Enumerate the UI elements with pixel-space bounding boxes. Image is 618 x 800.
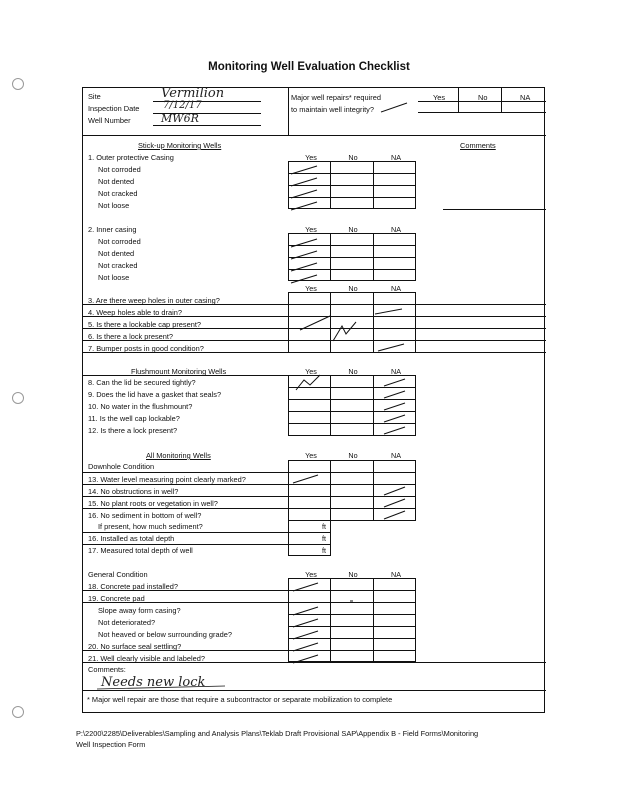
ft-unit: ft [322,546,326,555]
col-no: No [348,451,358,460]
comment-underline [97,686,225,689]
check-mark [293,607,318,615]
check-mark [296,375,320,390]
downhole-question: 14. No obstructions in well? [88,487,179,496]
col-na: NA [391,451,401,460]
footnote: * Major well repair are those that require a subcontractor or separate mobilization to complete [87,695,393,704]
well-number-label: Well Number [88,116,131,125]
q2-label: 2. Inner casing [88,225,137,234]
file-path-line1: P:\2200\2285\Deliverables\Sampling and Analysis Plans\Teklab Draft Provisional SAP\Appendix B - Field Forms\Monitoring [76,729,479,738]
check-mark [300,316,330,330]
check-mark [293,475,318,483]
q2-item: Not dented [98,249,135,258]
check-mark [291,263,317,271]
downhole-question: 16. No sediment in bottom of well? [88,511,202,520]
q3-label: 3. Are there weep holes in outer casing? [88,296,220,305]
site-label: Site [88,92,101,101]
q1-item: Not dented [98,177,135,186]
file-path-line2: Well Inspection Form [76,740,146,749]
inspection-date-label: Inspection Date [88,104,140,113]
check-mark [333,322,356,341]
repairs-no-header: No [478,93,488,102]
check-mark [384,403,405,410]
sediment-question: If present, how much sediment? [98,522,203,531]
file-path-footer [76,728,556,750]
col-no: No [348,284,358,293]
flushmount-question: 9. Does the lid have a gasket that seals? [88,390,222,399]
flushmount-question: 12. Is there a lock present? [88,426,178,435]
comments-value: Needs new lock [101,675,206,690]
downhole-question: 13. Water level measuring point clearly marked? [88,475,246,484]
col-yes: Yes [305,225,317,234]
q21-label: 21. Well clearly visible and labeled? [88,654,205,663]
col-na: NA [391,570,401,579]
q6-label: 6. Is there a lock present? [88,332,174,341]
comments-header: Comments [460,141,496,150]
check-mark [291,239,317,247]
col-no: No [348,153,358,162]
check-mark [381,103,407,112]
flushmount-heading: Flushmount Monitoring Wells [131,367,227,376]
q1-item: Not loose [98,201,130,210]
check-mark [375,309,402,314]
general-heading: General Condition [88,570,148,579]
check-mark [384,415,405,422]
all-wells-heading: All Monitoring Wells [146,451,211,460]
check-mark [293,619,318,627]
downhole-question: 15. No plant roots or vegetation in well? [88,499,218,508]
col-na: NA [391,153,401,162]
check-mark [293,631,318,639]
col-na: NA [391,367,401,376]
col-no: No [348,367,358,376]
q1-item: Not cracked [98,189,138,198]
repairs-na-header: NA [520,93,531,102]
inspection-date-value: 7/12/17 [163,100,202,111]
flushmount-question: 10. No water in the flushmount? [88,402,193,411]
check-mark [384,511,405,519]
q2-item: Not cracked [98,261,138,270]
q18-label: 18. Concrete pad installed? [88,582,178,591]
ft-unit: ft [322,534,326,543]
check-mark [384,379,405,386]
q19-label: 19. Concrete pad [88,594,145,603]
q19-item: Not deteriorated? [98,618,156,627]
downhole-heading: Downhole Condition [88,462,155,471]
repairs-question-line1: Major well repairs* required [291,93,381,102]
q19-item: Slope away form casing? [98,606,181,615]
well-number-value: MW6R [161,112,199,125]
q-measured-depth: 17. Measured total depth of well [88,546,193,555]
col-yes: Yes [305,284,317,293]
check-mark [293,643,318,651]
check-mark [384,487,405,495]
q2-item: Not loose [98,273,130,282]
check-mark [384,499,405,507]
check-mark [293,655,318,663]
col-yes: Yes [305,153,317,162]
check-mark [384,427,405,434]
comments-label: Comments: [88,665,126,674]
col-na: NA [391,225,401,234]
site-value: Vermilion [161,86,225,101]
check-mark [291,275,317,283]
q1-label: 1. Outer protective Casing [88,153,174,162]
q1-item: Not corroded [98,165,141,174]
col-no: No [348,225,358,234]
repairs-yes-header: Yes [433,93,446,102]
check-mark [291,251,317,259]
page-title: Monitoring Well Evaluation Checklist [208,61,410,73]
col-no: No [348,570,358,579]
ft-unit: ft [322,522,326,531]
q20-label: 20. No surface seal settling? [88,642,182,651]
repairs-question-line2: to maintain well integrity? [291,105,374,114]
check-mark [291,202,317,210]
check-mark [291,178,317,186]
flushmount-question: 8. Can the lid be secured tightly? [88,378,196,387]
check-mark [293,583,318,591]
check-mark [291,166,317,174]
q2-item: Not corroded [98,237,141,246]
check-mark [291,190,317,198]
q4-label: 4. Weep holes able to drain? [88,308,182,317]
stickup-heading: Stick-up Monitoring Wells [138,141,222,150]
col-na: NA [391,284,401,293]
check-mark [378,344,404,351]
check-mark [384,391,405,398]
flushmount-question: 11. Is the well cap lockable? [88,414,180,423]
col-yes: Yes [305,367,317,376]
col-yes: Yes [305,451,317,460]
col-yes: Yes [305,570,317,579]
q7-label: 7. Bumper posts in good condition? [88,344,204,353]
q19-item: Not heaved or below surrounding grade? [98,630,232,639]
q-installed-depth: 16. Installed as total depth [88,534,175,543]
q5-label: 5. Is there a lockable cap present? [88,320,201,329]
